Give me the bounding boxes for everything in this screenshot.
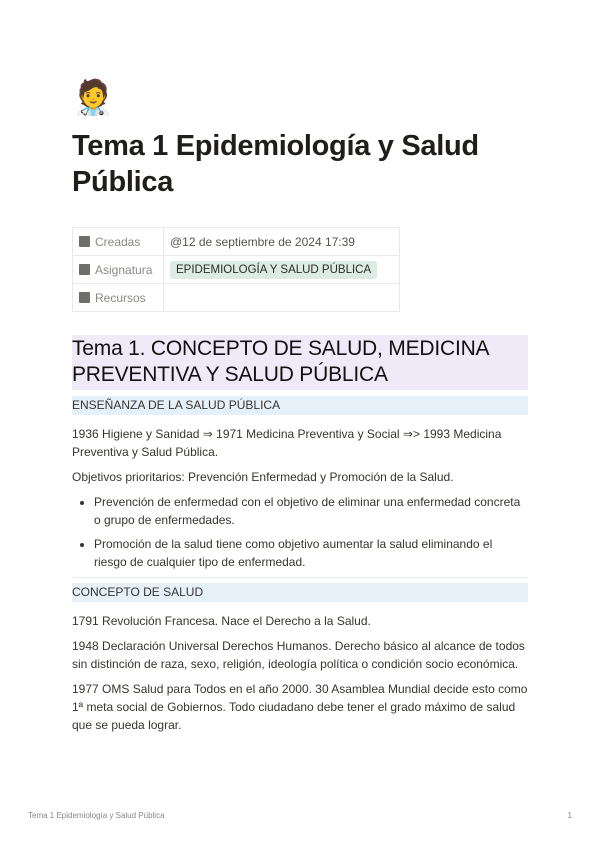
property-row-subject <box>73 256 400 284</box>
property-name: Creadas <box>95 234 141 249</box>
subject-tag[interactable]: EPIDEMIOLOGÍA Y SALUD PÚBLICA <box>170 261 377 279</box>
property-name: Recursos <box>95 290 146 305</box>
property-value-created: @12 de septiembre de 2024 17:39 <box>164 228 400 256</box>
bullet-list <box>72 493 528 571</box>
page-title: Tema 1 Epidemiología y Salud Pública <box>72 130 479 198</box>
subheading-teaching: ENSEÑANZA DE LA SALUD PÚBLICA <box>72 396 528 415</box>
square-icon <box>79 292 90 303</box>
section-heading: Tema 1. CONCEPTO DE SALUD, MEDICINA PREVENTIVA Y SALUD PÚBLICA <box>72 335 528 390</box>
paragraph: 1936 Higiene y Sanidad ⇒ 1971 Medicina Preventiva y Social ⇒> 1993 Medicina Preventiva y Salud Pública. <box>72 427 502 459</box>
list-item: • Promoción de la salud tiene como objetivo aumentar la salud eliminando el riesgo de cualquier tipo de enfermedad. <box>94 535 528 571</box>
paragraph: Objetivos prioritarios: Prevención Enfermedad y Promoción de la Salud. <box>72 470 454 484</box>
property-value-resources <box>164 284 400 312</box>
paragraph: 1948 Declaración Universal Derechos Humanos. Derecho básico al alcance de todos sin distinción de raza, sexo, religión, ideología política o condición socio económica. <box>72 639 525 671</box>
subheading-health-concept: CONCEPTO DE SALUD <box>72 583 528 602</box>
paragraph: 1977 OMS Salud para Todos en el año 2000. 30 Asamblea Mundial decide esto como 1ª meta social de Gobiernos. Todo ciudadano debe tener el grado máximo de salud que se pueda lograr. <box>72 682 528 732</box>
property-row-created <box>73 228 400 256</box>
list-item: • Prevención de enfermedad con el objetivo de eliminar una enfermedad concreta o grupo de enfermedades. <box>94 493 528 529</box>
page-content <box>72 78 528 734</box>
page-number: 1 <box>567 811 572 820</box>
square-icon <box>79 264 90 275</box>
footer-title: Tema 1 Epidemiología y Salud Pública <box>28 811 165 820</box>
properties-table <box>72 227 400 312</box>
paragraph: 1791 Revolución Francesa. Nace el Derecho a la Salud. <box>72 614 371 628</box>
property-row-resources <box>73 284 400 312</box>
divider <box>72 577 528 578</box>
square-icon <box>79 236 90 247</box>
health-worker-icon: 🧑‍⚕️ <box>72 78 115 118</box>
property-name: Asignatura <box>95 262 153 277</box>
